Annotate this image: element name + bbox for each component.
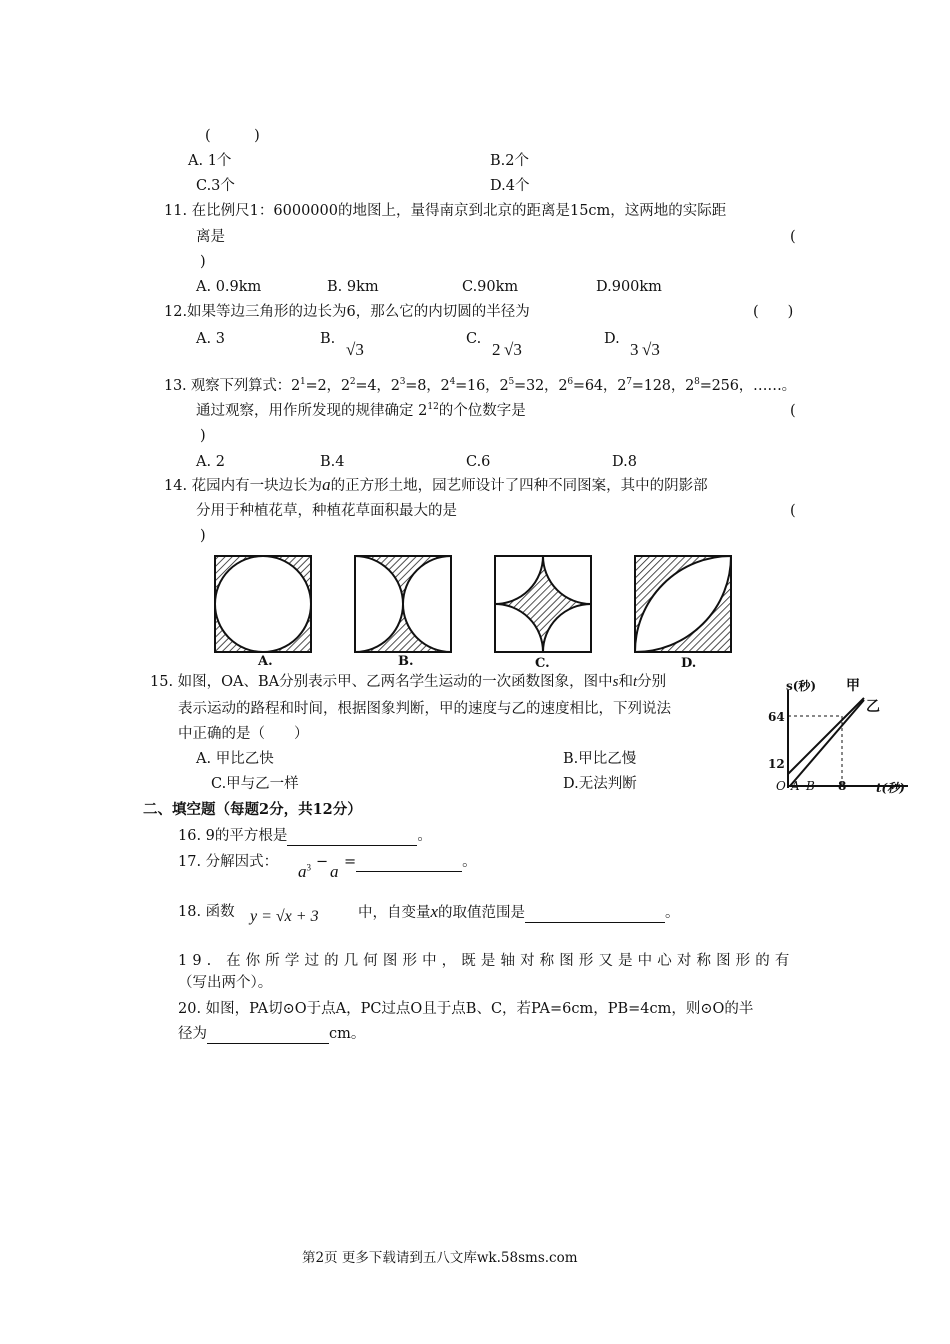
- q13-line2: 通过观察，用作所发现的规律确定 $2^{12}$的个位数字是: [196, 402, 526, 419]
- q11-option-d: D.900km: [596, 279, 662, 295]
- q17-blank: [356, 856, 462, 872]
- q15-option-b: B.甲比乙慢: [563, 751, 637, 767]
- q13-power: $2^5=32$: [499, 377, 545, 394]
- figure-d: [635, 556, 731, 652]
- q15-line2: 表示运动的路程和时间，根据图象判断，甲的速度与乙的速度相比，下列说法: [178, 701, 671, 717]
- graph-label-yi: 乙: [866, 699, 880, 715]
- graph-label-jia: 甲: [846, 678, 860, 694]
- q12-option-c-coef: 2: [492, 340, 501, 359]
- q17-expr-b: a: [330, 862, 339, 881]
- q19-line1: 19. 在你所学过的几何图形中，既是轴对称图形又是中心对称图形的有: [178, 953, 795, 969]
- q13-power: $2^8=256$: [685, 377, 739, 394]
- q11-line2: 离是: [196, 229, 225, 245]
- q17-expr: $a^3$: [298, 862, 311, 881]
- figure-b-label: B.: [398, 654, 414, 669]
- q13-line1: 13. 观察下列算式：$2^1=2$，$2^2=4$，$2^3=8$，$2^4=16$，$2^5=32$，$2^6=64$，$2^7=128$，$2^8=256$，……。: [164, 377, 796, 394]
- q11-option-a: A. 0.9km: [196, 279, 262, 295]
- q18-blank: [525, 907, 665, 923]
- q10-paren: ( ): [205, 128, 260, 144]
- q13-power: $2^4=16$: [440, 377, 486, 394]
- figure-c: [447, 548, 639, 670]
- graph-y-label: s(秒): [786, 679, 817, 693]
- q12-option-d-math: √3: [642, 340, 660, 359]
- q11-line1: 11. 在比例尺1：6000000的地图上，量得南京到北京的距离是15cm，这两地的实际距: [164, 203, 727, 219]
- q16-blank: [287, 830, 417, 846]
- q13-power: $2^7=128$: [617, 377, 671, 394]
- q13-power: $2^2=4$: [340, 377, 377, 394]
- graph-x-tick-a: A: [791, 779, 800, 793]
- q13-paren-close: ): [200, 428, 206, 444]
- q18-func: y = √x + 3: [250, 908, 319, 925]
- q13-power: $2^6=64$: [558, 377, 603, 394]
- q20-line1: 20. 如图，PA切⊙O于点A，PC过点O且于点B、C，若PA=6cm，PB=4cm，则⊙O的半: [178, 1001, 754, 1017]
- q19-line2: （写出两个）。: [178, 975, 273, 991]
- q14-paren-close: ): [200, 528, 206, 544]
- graph-y-tick-64: 64: [768, 710, 785, 724]
- q17-answer: = 。: [344, 854, 477, 870]
- q11-option-b: B. 9km: [327, 279, 379, 295]
- graph-x-tick-b: B: [806, 779, 815, 793]
- graph-origin: O: [776, 779, 786, 793]
- graph-x-label: t(秒): [876, 781, 905, 795]
- figure-a: [215, 556, 311, 652]
- q12-option-d-label: D.: [604, 331, 620, 347]
- q13-paren-open: (: [790, 403, 796, 419]
- q11-paren-open: (: [790, 229, 796, 245]
- q13-option-d: D.8: [612, 454, 637, 470]
- q13-power: $2^1=2$: [290, 377, 327, 394]
- q17-text: 17. 分解因式：: [178, 854, 279, 870]
- page-footer: 第2页 更多下载请到五八文库wk.58sms.com: [302, 1250, 578, 1266]
- q14-figures: [205, 548, 745, 670]
- q12-text: 12.如果等边三角形的边长为6，那么它的内切圆的半径为: [164, 304, 530, 320]
- q12-option-d-coef: 3: [630, 340, 639, 359]
- q12-option-b-label: B.: [320, 331, 336, 347]
- q15-option-d: D.无法判断: [563, 776, 637, 792]
- q16: 16. 9的平方根是 。: [178, 828, 432, 844]
- q10-option-b: B.2个: [490, 153, 529, 169]
- q14-line1: 14. 花园内有一块边长为a的正方形土地，园艺师设计了四种不同图案，其中的阴影部: [164, 475, 708, 494]
- q13-prefix: 13. 观察下列算式：: [164, 378, 291, 394]
- figure-d-label: D.: [681, 656, 697, 671]
- figure-a-label: A.: [258, 654, 273, 669]
- q12-option-c-math: √3: [504, 340, 522, 359]
- q11-option-c: C.90km: [462, 279, 519, 295]
- q10-option-d: D.4个: [490, 178, 530, 194]
- q14-paren-open: (: [790, 503, 796, 519]
- q13-option-c: C.6: [466, 454, 491, 470]
- q10-option-a: A. 1个: [188, 153, 232, 169]
- q13-option-a: A. 2: [196, 454, 225, 470]
- graph-y-tick-12: 12: [768, 757, 785, 771]
- q11-paren-close: ): [200, 254, 206, 270]
- figure-c-label: C.: [535, 656, 550, 671]
- q18-text: 18. 函数: [178, 904, 235, 920]
- q14-line2: 分用于种植花草，种植花草面积最大的是: [196, 503, 457, 519]
- graph-x-tick-8: 8: [838, 779, 847, 793]
- line-jia: [788, 698, 864, 774]
- q13-option-b: B.4: [320, 454, 345, 470]
- q12-option-b-math: √3: [346, 340, 364, 359]
- q10-option-c: C.3个: [196, 178, 235, 194]
- q15-option-a: A. 甲比乙快: [196, 751, 274, 767]
- q12-option-c-label: C.: [466, 331, 482, 347]
- q12-paren: ( ): [753, 304, 794, 320]
- q20-line2: 径为 cm。: [178, 1026, 366, 1042]
- q13-power: $2^3=8$: [390, 377, 427, 394]
- q17-minus: −: [316, 854, 329, 870]
- figure-b: [307, 556, 499, 652]
- q20-blank: [207, 1028, 329, 1044]
- q15-option-c: C.甲与乙一样: [211, 776, 299, 792]
- section2-title: 二、填空题（每题2分，共12分）: [143, 801, 362, 818]
- line-yi: [790, 700, 864, 786]
- q13-suffix: ，……。: [738, 378, 796, 394]
- q12-option-a: A. 3: [196, 331, 225, 347]
- q18-rest: 中，自变量x的取值范围是 。: [358, 902, 680, 921]
- q15-line1: 15. 如图，OA、BA分别表示甲、乙两名学生运动的一次函数图象，图中s和t分别: [150, 674, 667, 690]
- q15-line3: 中正确的是（ ）: [178, 726, 309, 742]
